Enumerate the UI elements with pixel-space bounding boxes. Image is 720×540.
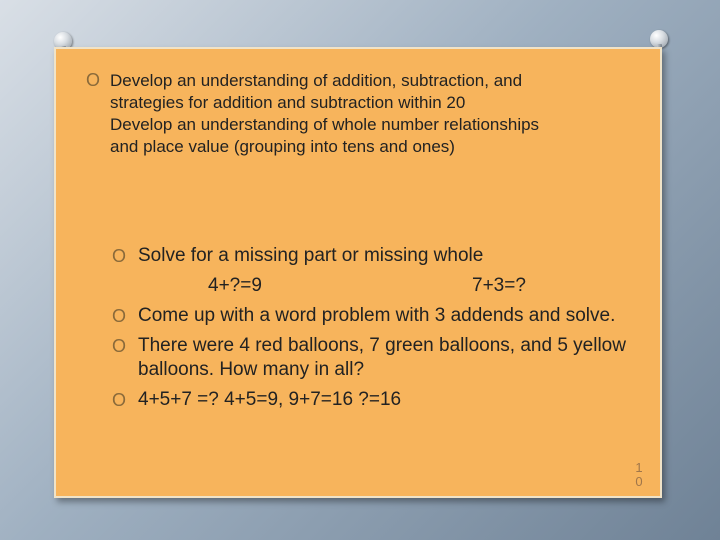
list-item	[112, 304, 632, 328]
list-item	[112, 388, 632, 412]
page-number-digit: 0	[635, 474, 643, 489]
page-number-digit: 1	[635, 460, 643, 475]
equation-right: 7+3=?	[472, 275, 526, 296]
page-number	[632, 461, 646, 489]
list-item	[112, 334, 632, 382]
equation-left: 4+?=9	[208, 275, 262, 296]
top-bullet-line2: strategies for addition and subtraction within 20	[110, 93, 466, 112]
list-item-text: Come up with a word problem with 3 addends and solve.	[138, 305, 616, 326]
list-item	[112, 244, 632, 268]
bullet-marker: O	[112, 336, 127, 356]
top-bullet-line3: Develop an understanding of whole number relationships	[110, 115, 540, 134]
bullet-marker: O	[86, 70, 101, 90]
list-item-text: 4+5+7 =? 4+5=9, 9+7=16 ?=16	[138, 389, 402, 410]
top-bullet-line4: and place value (grouping into tens and ones)	[110, 137, 455, 156]
sticky-note	[54, 47, 662, 498]
bullet-list	[112, 244, 632, 418]
list-item-text: There were 4 red balloons, 7 green balloons, and 5 yellow balloons. How many in all?	[138, 335, 626, 380]
list-item-text: Solve for a missing part or missing whole	[138, 245, 484, 266]
bullet-marker: O	[112, 246, 127, 266]
bullet-marker: O	[112, 390, 127, 410]
bullet-marker: O	[112, 306, 127, 326]
top-bullet-line1: Develop an understanding of addition, subtraction, and	[110, 71, 523, 90]
top-bullet	[86, 69, 646, 158]
equation-row	[112, 274, 632, 298]
